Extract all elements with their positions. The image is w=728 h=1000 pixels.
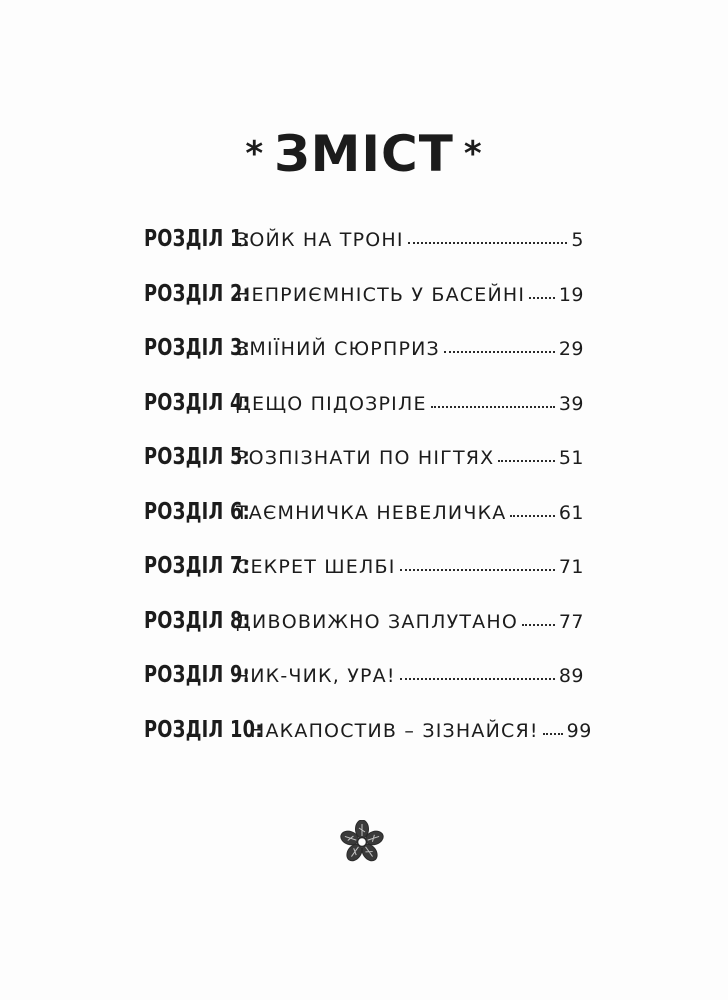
page-number: 29 <box>558 338 584 360</box>
dot-leader <box>522 624 555 626</box>
chapter-number: РОЗДІЛ 8: <box>144 607 251 634</box>
toc-entry <box>144 608 584 663</box>
chapter-title: ЗМІЇНИЙ СЮРПРИЗ <box>236 338 440 360</box>
chapter-number: РОЗДІЛ 1: <box>144 226 251 252</box>
title-text: ЗМІСТ <box>274 125 454 183</box>
dot-leader <box>444 351 555 353</box>
chapter-title: ЧИК-ЧИК, УРА! <box>236 665 396 687</box>
toc-entry <box>144 499 584 554</box>
dot-leader <box>498 460 554 462</box>
star-right-icon: * <box>463 133 483 174</box>
page-number: 19 <box>558 283 584 306</box>
chapter-number: РОЗДІЛ 7: <box>144 553 251 579</box>
chapter-number: РОЗДІЛ 6: <box>144 498 251 525</box>
dot-leader <box>408 242 568 244</box>
page-number: 71 <box>558 556 584 578</box>
chapter-number: РОЗДІЛ 10: <box>144 716 263 743</box>
dot-leader <box>529 297 555 299</box>
chapter-title: СЕКРЕТ ШЕЛБІ <box>236 556 396 578</box>
dot-leader <box>431 406 555 408</box>
chapter-title: ТАЄМНИЧКА НЕВЕЛИЧКА <box>236 501 507 524</box>
flower-ornament-icon <box>340 820 384 864</box>
page-title <box>0 124 728 188</box>
toc-entry <box>144 390 584 445</box>
chapter-title: ДИВОВИЖНО ЗАПЛУТАНО <box>236 610 519 633</box>
toc-entry <box>144 444 584 499</box>
star-left-icon: * <box>245 133 265 174</box>
page-number: 77 <box>558 610 584 633</box>
toc-entry <box>144 553 584 608</box>
toc-entry <box>144 662 584 717</box>
page-number: 89 <box>558 665 584 687</box>
chapter-title: ДЕЩО ПІДОЗРІЛЕ <box>236 392 427 415</box>
chapter-number: РОЗДІЛ 3: <box>144 335 251 361</box>
dot-leader <box>400 569 555 571</box>
toc-entry <box>144 716 592 772</box>
toc-entry <box>144 281 584 336</box>
chapter-number: РОЗДІЛ 2: <box>144 280 251 307</box>
dot-leader <box>400 678 555 680</box>
dot-leader <box>510 515 554 517</box>
chapter-title: ЗОЙК НА ТРОНІ <box>236 229 404 251</box>
chapter-title: НЕПРИЄМНІСТЬ У БАСЕЙНІ <box>236 283 526 306</box>
chapter-title: НАКАПОСТИВ – ЗІЗНАЙСЯ! <box>250 719 539 742</box>
page-number: 99 <box>566 719 592 742</box>
page-number: 61 <box>558 501 584 524</box>
chapter-number: РОЗДІЛ 9: <box>144 662 251 688</box>
toc-entry <box>144 335 584 390</box>
page-number: 5 <box>571 229 584 251</box>
page-number: 51 <box>558 447 584 469</box>
table-of-contents <box>144 226 592 771</box>
toc-entry <box>144 226 584 281</box>
chapter-number: РОЗДІЛ 5: <box>144 444 251 470</box>
chapter-title: РОЗПІЗНАТИ ПО НІГТЯХ <box>236 447 495 469</box>
page-number: 39 <box>558 392 584 415</box>
dot-leader <box>543 733 563 735</box>
chapter-number: РОЗДІЛ 4: <box>144 389 251 416</box>
